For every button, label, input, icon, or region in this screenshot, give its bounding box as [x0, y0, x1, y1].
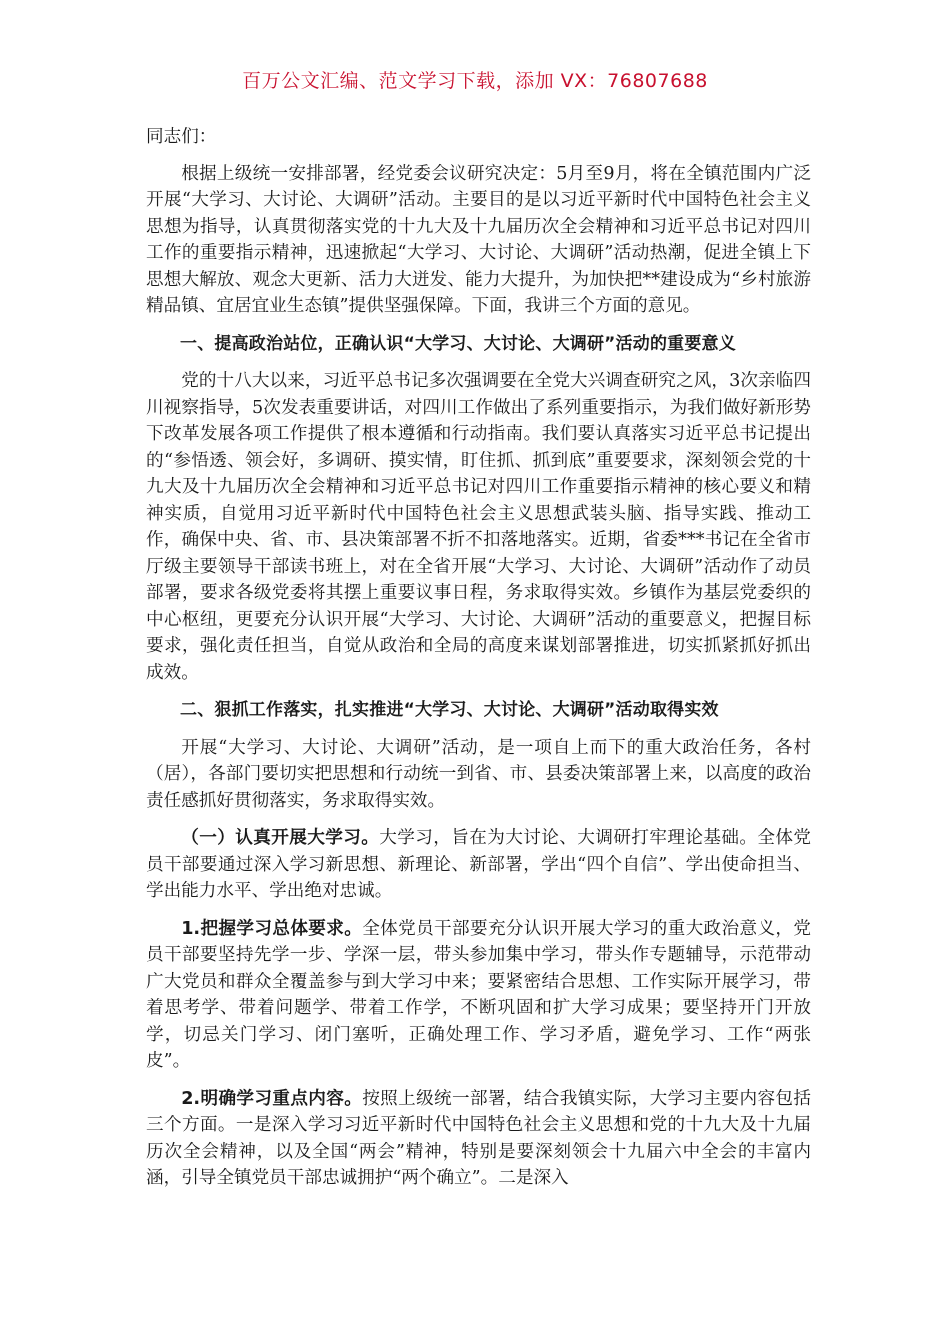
document-body [146, 124, 811, 1203]
section-heading-1: 一、提高政治站位，正确认识“大学习、大讨论、大调研”活动的重要意义 [180, 333, 736, 354]
salutation: 同志们： [146, 127, 217, 147]
section-2-paragraph: 开展“大学习、大讨论、大调研”活动，是一项自上而下的重大政治任务，各村（居），各部门要切实把思想和行动统一到省、市、县委决策部署上来，以高度的政治责任感抓好贯彻落实，务求取得实效。 [146, 737, 811, 811]
subsection-1-title: （一）认真开展大学习。 [181, 828, 380, 848]
item-1-title: 1.把握学习总体要求。 [181, 918, 363, 939]
subsection-1-paragraph [146, 825, 811, 905]
intro-paragraph: 根据上级统一安排部署，经党委会议研究决定：5月至9月，将在全镇范围内广泛开展“大学习、大讨论、大调研”活动。主要目的是以习近平新时代中国特色社会主义思想为指导，认真贯彻落实党的十九大及十九届历次全会精神和习近平总书记对四川工作的重要指示精神，迅速掀起“大学习、大讨论、大调研”活动热潮，促进全镇上下思想大解放、观念大更新、活力大迸发、能力大提升，为加快把**建设成为“乡村旅游精品镇、宜居宜业生态镇”提供坚强保障。下面，我讲三个方面的意见。 [146, 163, 811, 316]
item-1-text: 全体党员干部要充分认识开展大学习的重大政治意义，党员干部要坚持先学一步、学深一层，带头参加集中学习，带头作专题辅导，示范带动广大党员和群众全覆盖参与到大学习中来；要紧密结合思想、工作实际开展学习，带着思考学、带着问题学、带着工作学，不断巩固和扩大学习成果；要坚持开门开放学，切忌关门学习、闭门塞听，正确处理工作、学习矛盾，避免学习、工作“两张皮”。 [146, 918, 811, 1071]
item-2-text: 按照上级统一部署，结合我镇实际，大学习主要内容包括三个方面。一是深入学习习近平新时代中国特色社会主义思想和党的十九大及十九届历次全会精神，以及全国“两会”精神，特别是要深刻领会十九届六中全会的丰富内涵，引导全镇党员干部忠诚拥护“两个确立”。二是深入 [146, 1088, 811, 1188]
subsection-1-text: 大学习，旨在为大讨论、大调研打牢理论基础。全体党员干部要通过深入学习新思想、新理论、新部署，学出“四个自信”、学出使命担当、学出能力水平、学出绝对忠诚。 [146, 828, 811, 901]
item-2-title: 2.明确学习重点内容。 [181, 1088, 363, 1109]
section-1-paragraph: 党的十八大以来，习近平总书记多次强调要在全党大兴调查研究之风，3次亲临四川视察指导，5次发表重要讲话，对四川工作做出了系列重要指示，为我们做好新形势下改革发展各项工作提供了根本遵循和行动指南。我们要认真落实习近平总书记提出的“参悟透、领会好，多调研、摸实情，盯住抓、抓到底”重要要求，深刻领会党的十九大及十九届历次全会精神和习近平总书记对四川工作重要指示精神的核心要义和精神实质，自觉用习近平新时代中国特色社会主义思想武装头脑、指导实践、推动工作，确保中央、省、市、县决策部署不折不扣落地落实。近期，省委***书记在全省市厅级主要领导干部读书班上，对在全省开展“大学习、大讨论、大调研”活动作了动员部署，要求各级党委将其摆上重要议事日程，务求取得实效。乡镇作为基层党委织的中心枢纽，更要充分认识开展“大学习、大讨论、大调研”活动的重要意义，把握目标要求，强化责任担当，自觉从政治和全局的高度来谋划部署推进，切实抓紧抓好抓出成效。 [146, 371, 811, 683]
item-1-paragraph [146, 916, 811, 1075]
watermark-banner: 百万公文汇编、范文学习下载，添加 VX：76807688 [242, 70, 708, 92]
section-heading-2: 二、狠抓工作落实，扎实推进“大学习、大讨论、大调研”活动取得实效 [180, 700, 719, 720]
item-2-paragraph [146, 1086, 811, 1192]
